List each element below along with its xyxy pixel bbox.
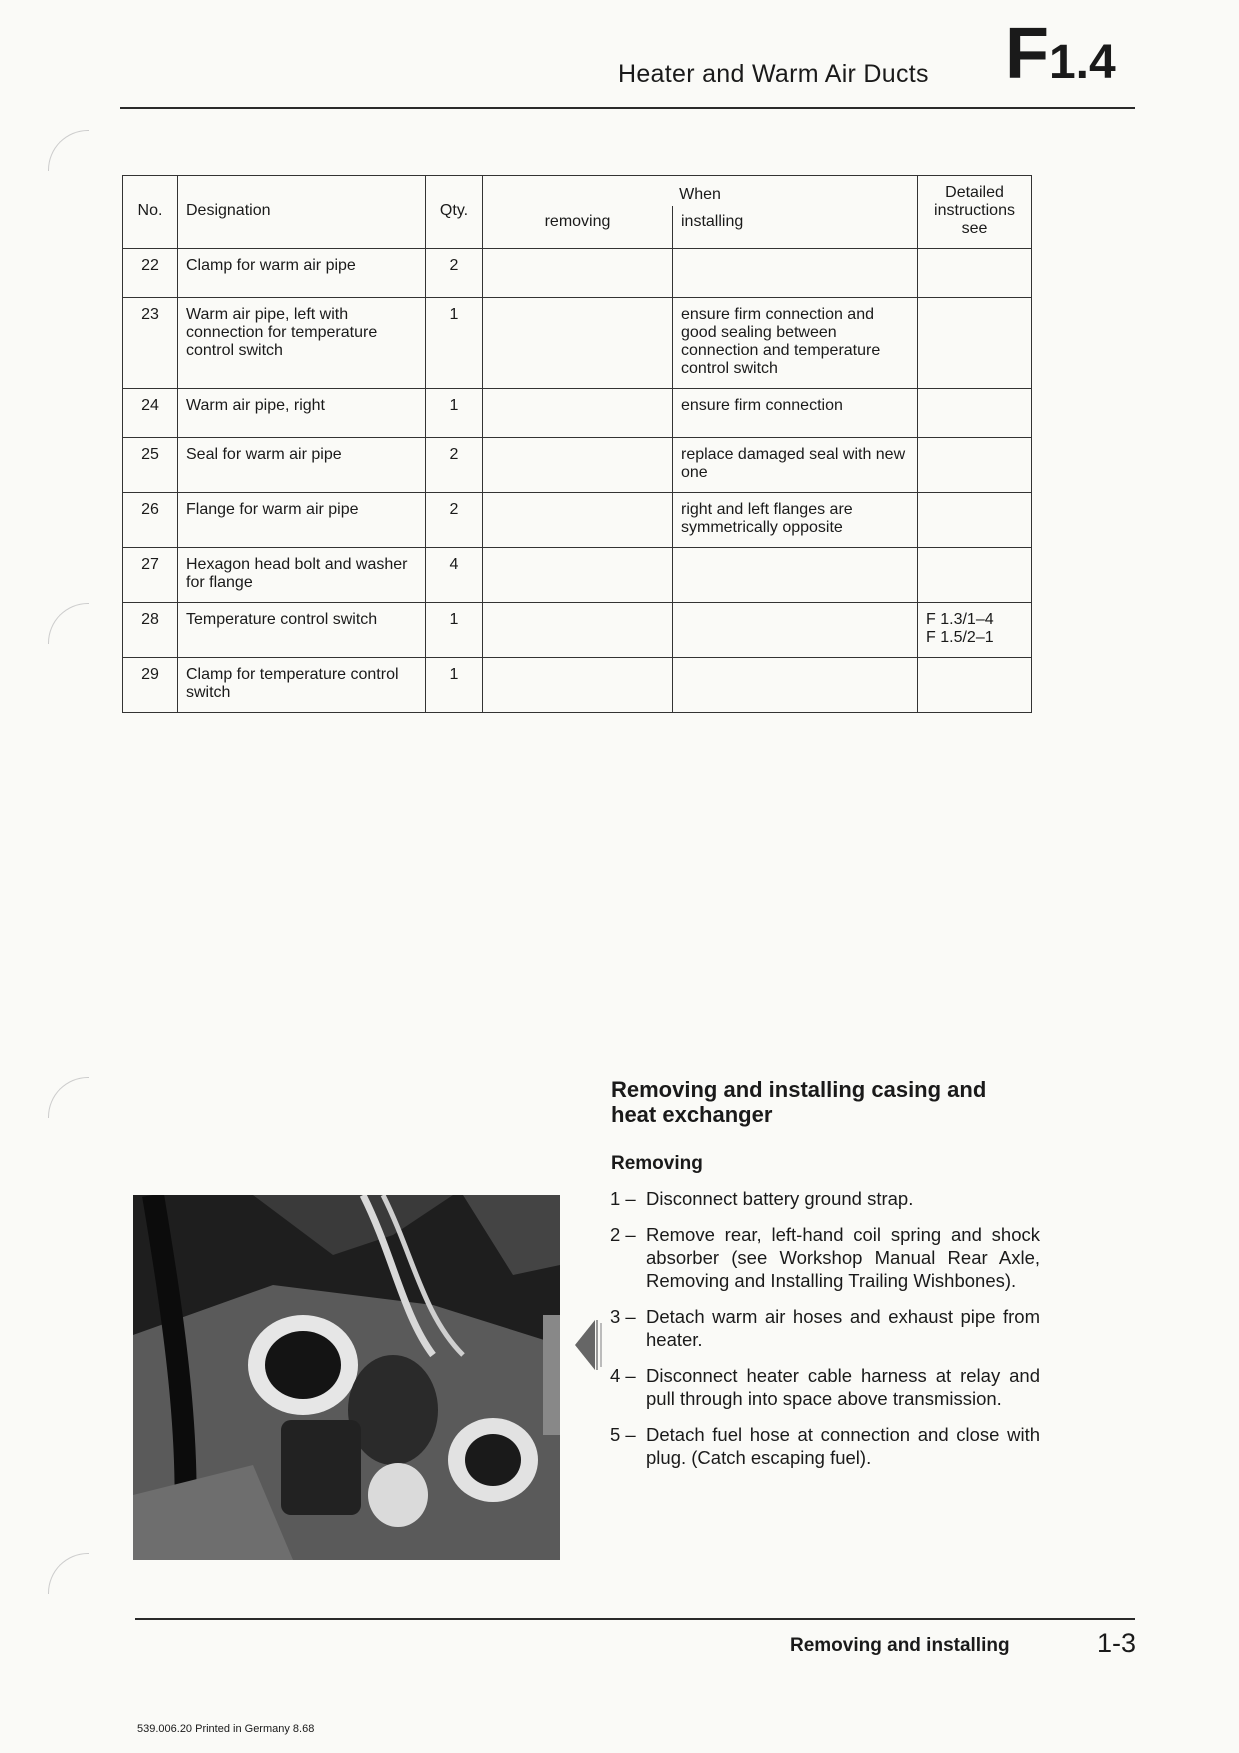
- cell-qty: 4: [426, 548, 483, 603]
- header-no: No.: [123, 176, 178, 249]
- table-row: [123, 548, 1032, 603]
- table-row: [123, 493, 1032, 548]
- step-number: 4 –: [610, 1365, 636, 1386]
- cell-detailed: [918, 249, 1032, 298]
- header-installing: installing: [673, 206, 918, 249]
- cell-qty: 2: [426, 438, 483, 493]
- cell-no: 22: [123, 249, 178, 298]
- cell-no: 29: [123, 658, 178, 713]
- cell-detailed: [918, 658, 1032, 713]
- cell-no: 27: [123, 548, 178, 603]
- subheading-removing: Removing: [611, 1153, 703, 1174]
- header-when: When: [483, 176, 918, 207]
- punch-mark: [48, 130, 89, 171]
- cell-qty: 1: [426, 389, 483, 438]
- cell-installing: [673, 249, 918, 298]
- cell-qty: 1: [426, 603, 483, 658]
- cell-installing: [673, 603, 918, 658]
- section-letter: F: [1005, 14, 1049, 94]
- cell-designation: Warm air pipe, left with connection for temperature control switch: [178, 298, 426, 389]
- cell-designation: Hexagon head bolt and washer for flange: [178, 548, 426, 603]
- table-header-row: [123, 176, 1032, 207]
- table-row: [123, 389, 1032, 438]
- parts-table: [122, 175, 1032, 713]
- footer-divider: [135, 1618, 1135, 1620]
- cell-removing: [483, 389, 673, 438]
- cell-detailed: [918, 389, 1032, 438]
- section-code: [1005, 14, 1116, 94]
- header-designation: Designation: [178, 176, 426, 249]
- table-row: [123, 298, 1032, 389]
- footer-label: Removing and installing: [790, 1635, 1010, 1656]
- cell-detailed: [918, 438, 1032, 493]
- cell-designation: Warm air pipe, right: [178, 389, 426, 438]
- step-number: 3 –: [610, 1306, 636, 1327]
- cell-no: 24: [123, 389, 178, 438]
- cell-designation: Clamp for warm air pipe: [178, 249, 426, 298]
- step-item: [610, 1223, 1040, 1292]
- cell-no: 26: [123, 493, 178, 548]
- cell-installing: right and left flanges are symmetrically opposite: [673, 493, 918, 548]
- page-number: 1-3: [1097, 1628, 1137, 1658]
- step-text: Remove rear, left-hand coil spring and shock absorber (see Workshop Manual Rear Axle, Removing and Installing Trailing Wishbones).: [646, 1224, 1040, 1291]
- cell-removing: [483, 658, 673, 713]
- cell-removing: [483, 603, 673, 658]
- cell-removing: [483, 438, 673, 493]
- steps-list: [610, 1187, 1040, 1482]
- cell-detailed: [918, 493, 1032, 548]
- cell-detailed: [918, 298, 1032, 389]
- table-row: [123, 438, 1032, 493]
- page-title: Heater and Warm Air Ducts: [618, 60, 929, 88]
- cell-designation: Flange for warm air pipe: [178, 493, 426, 548]
- table-row: [123, 249, 1032, 298]
- cell-no: 25: [123, 438, 178, 493]
- cell-no: 23: [123, 298, 178, 389]
- cell-qty: 1: [426, 298, 483, 389]
- step-item: [610, 1423, 1040, 1469]
- section-heading: Removing and installing casing and heat exchanger: [611, 1077, 987, 1127]
- table-row: [123, 658, 1032, 713]
- header-removing: removing: [483, 206, 673, 249]
- punch-mark: [48, 1077, 89, 1118]
- cell-qty: 2: [426, 493, 483, 548]
- punch-mark: [48, 603, 89, 644]
- header-divider: [120, 107, 1135, 109]
- photo-illustration: [133, 1195, 560, 1560]
- step-text: Detach warm air hoses and exhaust pipe from heater.: [646, 1306, 1040, 1350]
- heater-photo: [133, 1195, 560, 1560]
- cell-designation: Temperature control switch: [178, 603, 426, 658]
- cell-designation: Clamp for temperature control switch: [178, 658, 426, 713]
- step-text: Disconnect battery ground strap.: [646, 1188, 914, 1209]
- step-item: [610, 1187, 1040, 1210]
- punch-mark: [48, 1553, 89, 1594]
- table-body: [123, 249, 1032, 713]
- print-info: 539.006.20 Printed in Germany 8.68: [137, 1723, 315, 1735]
- step-item: [610, 1364, 1040, 1410]
- cell-installing: ensure firm connection: [673, 389, 918, 438]
- cell-designation: Seal for warm air pipe: [178, 438, 426, 493]
- cell-detailed: [918, 548, 1032, 603]
- cell-qty: 1: [426, 658, 483, 713]
- step-text: Disconnect heater cable harness at relay and pull through into space above transmission.: [646, 1365, 1040, 1409]
- section-number: 1.4: [1048, 36, 1116, 89]
- cell-installing: ensure firm connection and good sealing between connection and temperature control switch: [673, 298, 918, 389]
- header-qty: Qty.: [426, 176, 483, 249]
- step-text: Detach fuel hose at connection and close with plug. (Catch escaping fuel).: [646, 1424, 1040, 1468]
- header-detailed: Detailed instructions see: [918, 176, 1032, 249]
- step-number: 5 –: [610, 1424, 636, 1445]
- cell-removing: [483, 298, 673, 389]
- cell-installing: [673, 658, 918, 713]
- step-number: 2 –: [610, 1224, 636, 1245]
- cell-detailed: F 1.3/1–4 F 1.5/2–1: [918, 603, 1032, 658]
- arrow-marker-icon: [575, 1315, 605, 1375]
- cell-removing: [483, 493, 673, 548]
- cell-no: 28: [123, 603, 178, 658]
- cell-installing: replace damaged seal with new one: [673, 438, 918, 493]
- cell-installing: [673, 548, 918, 603]
- cell-removing: [483, 548, 673, 603]
- cell-qty: 2: [426, 249, 483, 298]
- cell-removing: [483, 249, 673, 298]
- table-row: [123, 603, 1032, 658]
- step-item: [610, 1305, 1040, 1351]
- step-number: 1 –: [610, 1188, 636, 1209]
